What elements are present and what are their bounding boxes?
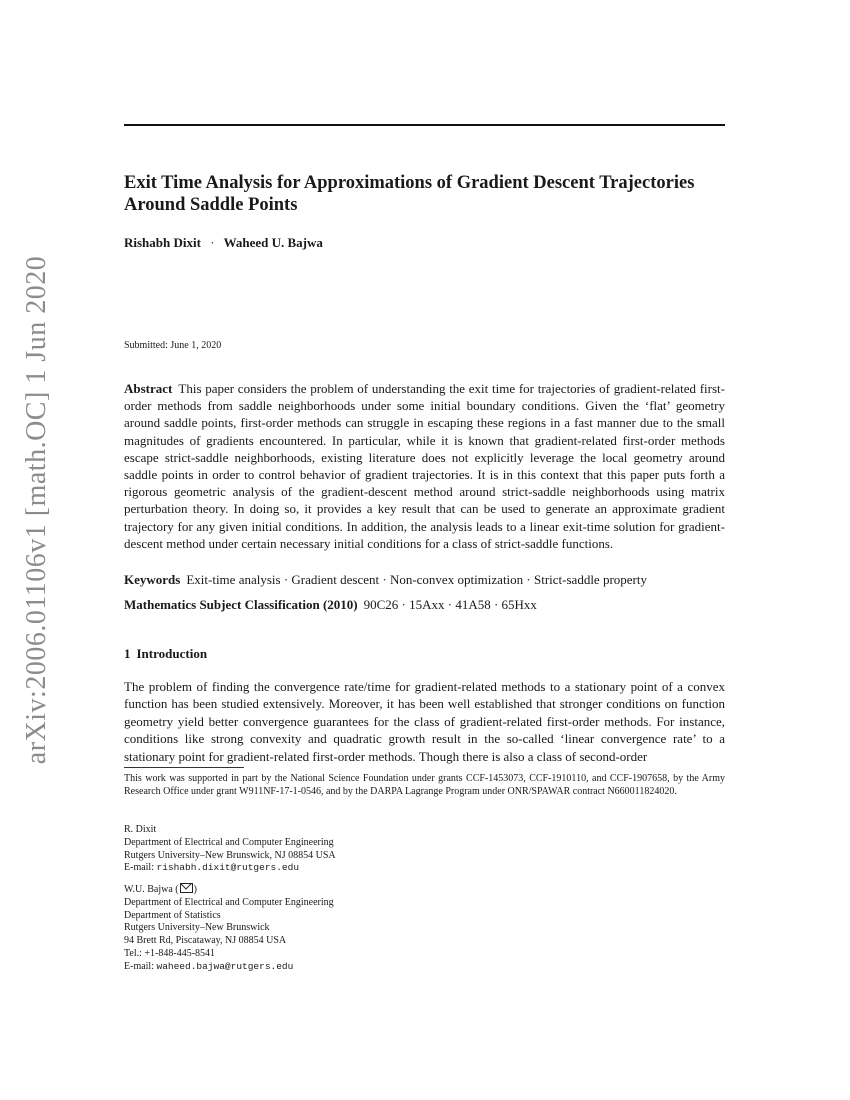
affiliation-line: Rutgers University–New Brunswick — [124, 922, 270, 934]
email-address[interactable]: waheed.bajwa@rutgers.edu — [156, 960, 294, 972]
affiliation-email-row — [124, 961, 524, 974]
section-number: 1 — [124, 646, 131, 661]
affiliation-line: 94 Brett Rd, Piscataway, NJ 08854 USA — [124, 935, 287, 947]
abstract-text: This paper considers the problem of understanding the exit time for trajectories of gradient-related first-order methods from saddle neighborhoods under some initial boundary conditions. Given the ‘flat’ geometry around saddle points, first-order methods can struggle in escaping these regions in a fast manner due to the small magnitudes of gradients encountered. In particular, while it is known that gradient-related first-order methods escape strict-saddle neighborhoods, existing literature does not explicitly leverage the local geometry around saddle points in order to control behavior of gradient trajectories. It is in this context that this paper puts forth a rigorous geometric analysis of the gradient-descent method around strict-saddle neighborhoods using matrix perturbation theory. In doing so, it provides a key result that can be used to generate an approximate gradient trajectory for any given initial conditions. In addition, the analysis leads to a linear exit-time solution for gradient-descent method under certain necessary initial conditions for a class of strict-saddle functions. — [124, 381, 725, 551]
affiliation-bajwa — [124, 883, 524, 974]
paper-title: Exit Time Analysis for Approximations of Gradient Descent Trajectories Around Saddle Points — [124, 173, 695, 215]
envelope-icon — [180, 883, 193, 893]
keywords-label: Keywords — [124, 572, 181, 587]
keywords-text: Exit-time analysis · Gradient descent · Non-convex optimization · Strict-saddle property — [186, 572, 647, 587]
affiliation-line: Department of Statistics — [124, 909, 221, 921]
affiliation-line: Department of Electrical and Computer Engineering — [124, 896, 334, 908]
submission-date: Submitted: June 1, 2020 — [124, 340, 222, 351]
footnote-rule — [124, 767, 244, 768]
affiliation-email-row — [124, 862, 524, 875]
section-heading — [124, 646, 207, 662]
email-address[interactable]: rishabh.dixit@rutgers.edu — [156, 862, 300, 874]
funding-footnote: This work was supported in part by the National Science Foundation under grants CCF-1453073, CCF-1910110, and CCF-1907658, by the Army Research Office under grant W911NF-17-1-0546, and by the DARPA Lagrange Program under ONR/SPAWAR contract N660011824020. — [124, 773, 725, 797]
abstract — [124, 380, 725, 552]
author-list — [124, 235, 323, 251]
author-name: Waheed U. Bajwa — [223, 235, 323, 250]
msc-codes: 90C26 · 15Axx · 41A58 · 65Hxx — [363, 597, 537, 612]
affiliation-name: W.U. Bajwa — [124, 884, 173, 895]
abstract-label: Abstract — [124, 381, 173, 396]
arxiv-watermark — [12, 255, 62, 765]
intro-paragraph: The problem of finding the convergence rate/time for gradient-related methods to a stationary point of a convex function has been studied extensively. Moreover, it has been well established that stronger conditions on function geometry yield better convergence guarantees for the class of gradient-related first-order methods. For instance, conditions like strong convexity and quadratic growth result in the so-called ‘linear convergence rate’ to a stationary point for gradient-related first-order methods. Though there is also a class of second-order — [124, 679, 725, 764]
affiliation-name: R. Dixit — [124, 824, 157, 835]
email-label: E-mail: — [124, 960, 154, 972]
keywords — [124, 572, 725, 588]
msc-classification — [124, 597, 725, 613]
author-separator: · — [210, 235, 215, 250]
email-label: E-mail: — [124, 862, 154, 874]
header-rule — [124, 124, 725, 126]
arxiv-identifier: arXiv:2006.01106v1 [math.OC] 1 Jun 2020 — [21, 255, 53, 765]
affiliation-dixit — [124, 824, 524, 875]
affiliation-line: Department of Electrical and Computer Engineering — [124, 836, 334, 848]
affiliation-line: Rutgers University–New Brunswick, NJ 08854 USA — [124, 849, 336, 861]
author-name: Rishabh Dixit — [124, 235, 201, 250]
affiliation-line: Tel.: +1-848-445-8541 — [124, 947, 216, 959]
msc-label: Mathematics Subject Classification (2010) — [124, 597, 358, 612]
affiliation-name-row: W.U. Bajwa ( ) — [124, 884, 197, 895]
section-title: Introduction — [136, 646, 208, 661]
